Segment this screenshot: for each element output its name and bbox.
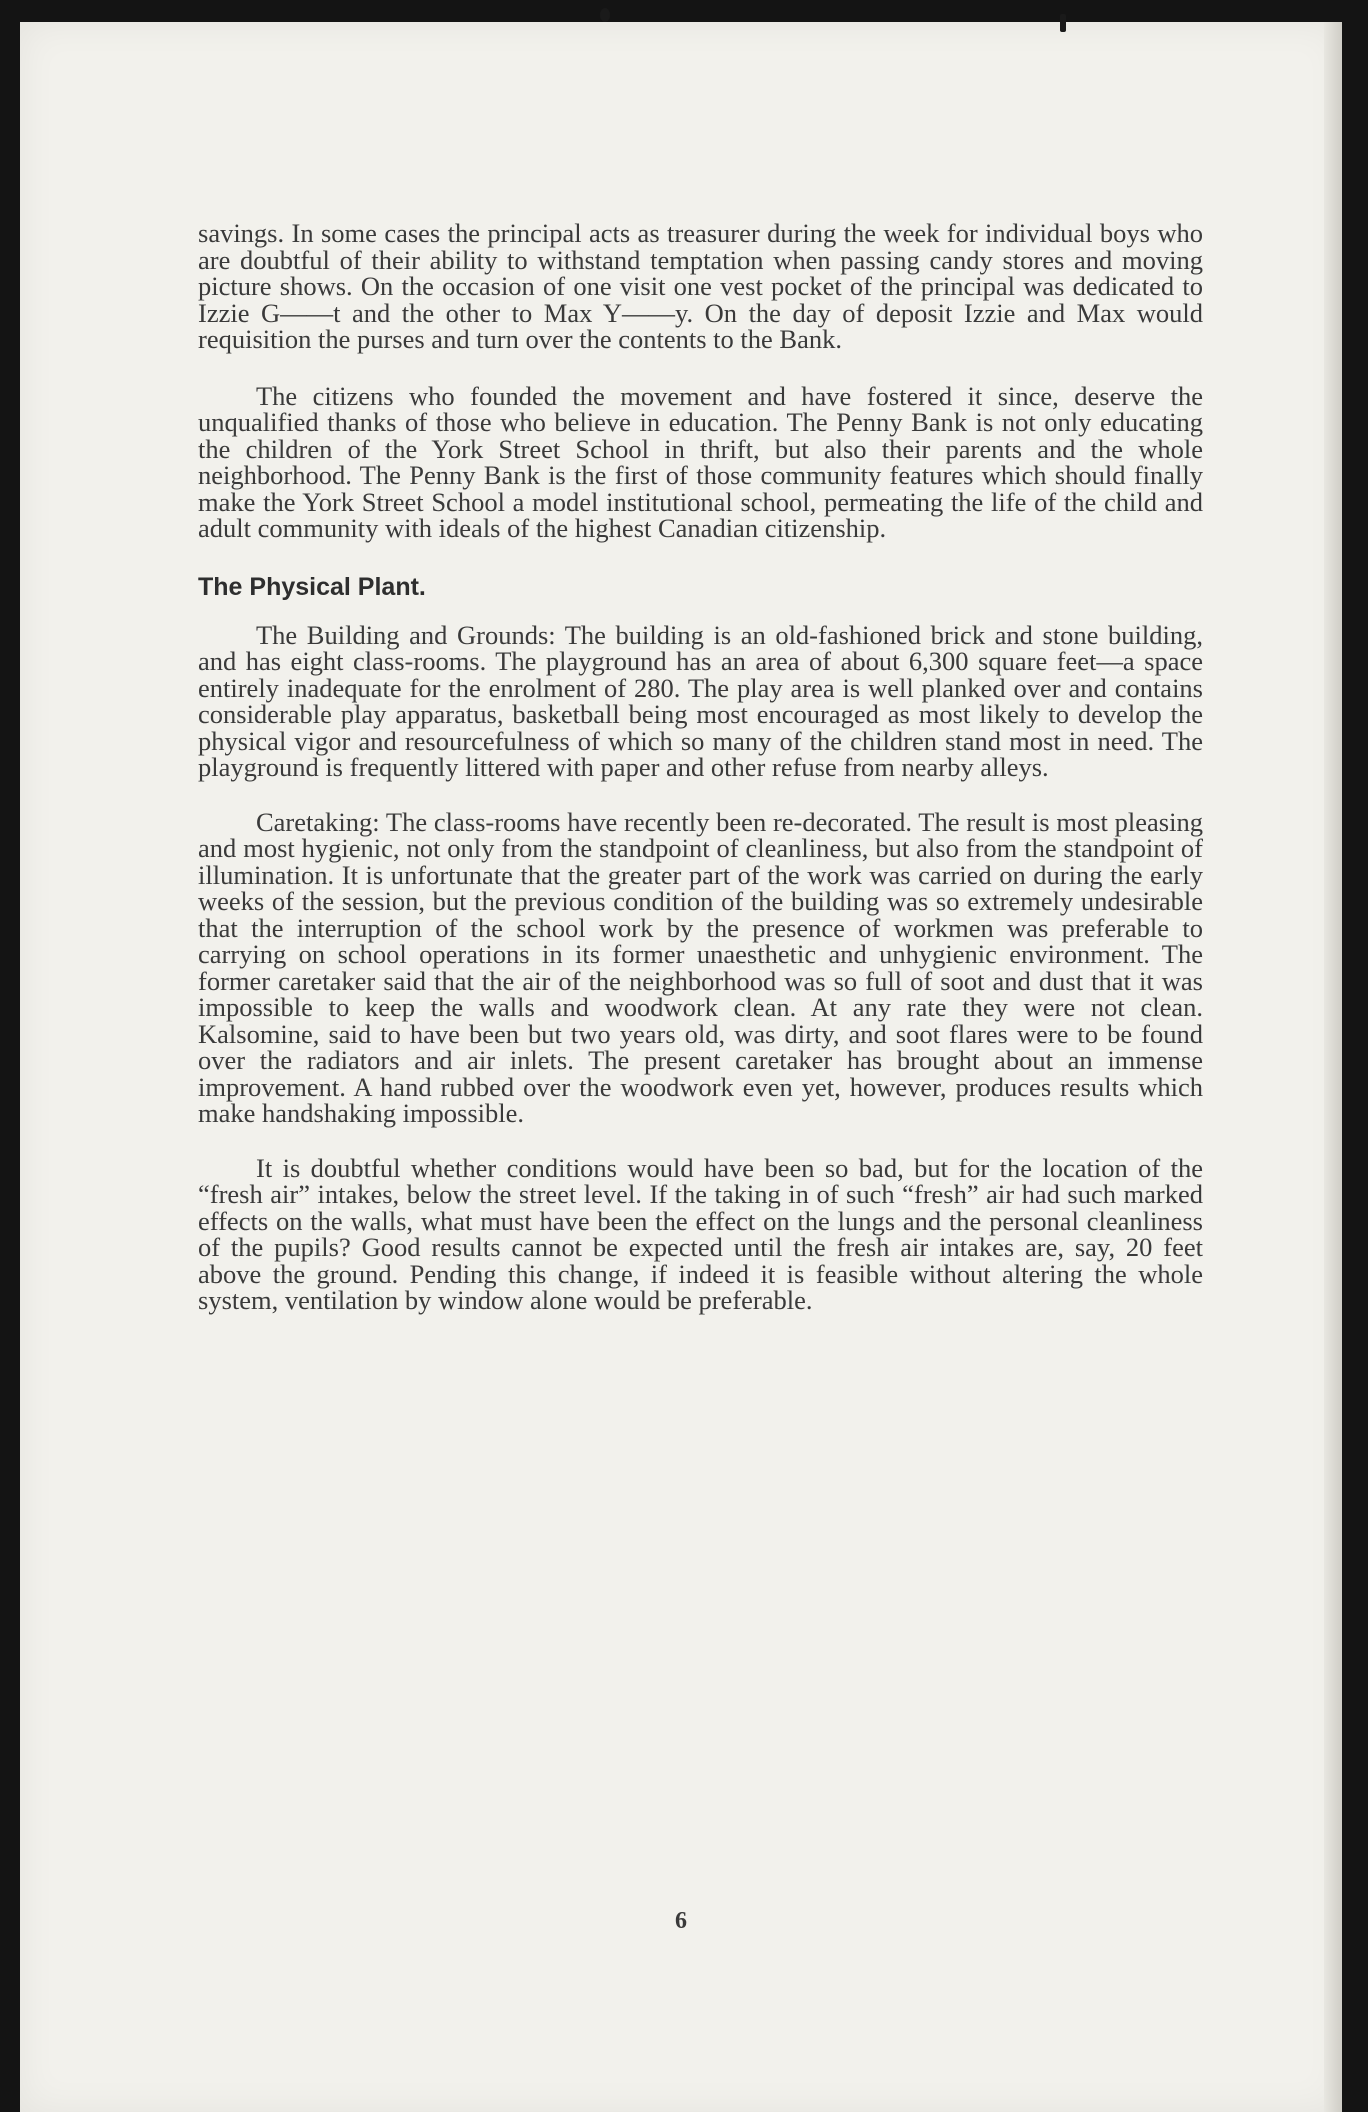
paragraph-building-grounds: The Building and Grounds: The building is an old-fashioned brick and stone building, and has eight class-rooms. The playground has an area of about 6,300 square feet—a space entirely inadequate for the enrolment of 280. The play area is well planked over and contains considerable play apparatus, basketball being most encouraged as most likely to develop the physical vigor and resourcefulness of which so many of the children stand most in need. The playground is frequently littered with paper and other refuse from nearby alleys.: [198, 619, 1203, 782]
paragraph-caretaking: Caretaking: The class-rooms have recently been re-decorated. The result is most pleasing and most hygienic, not only from the standpoint of cleanliness, but also from the standpoint of illumination. It is unfortunate that the greater part of the work was carried on during the early weeks of the session, but the previous condition of the building was so extremely undesirable that the interruption of the school work by the presence of workmen was preferable to carrying on school operations in its former unaesthetic and unhygienic environment. The former caretaker said that the air of the neighborhood was so full of soot and dust that it was impossible to keep the walls and woodwork clean. At any rate they were not clean. Kalsomine, said to have been but two years old, was dirty, and soot flares were to be found over the radiators and air inlets. The present caretaker has brought about an immense improvement. A hand rubbed over the woodwork even yet, however, produces results which make handshaking impossible.: [198, 806, 1203, 1128]
scan-speck: [1060, 14, 1066, 32]
section-heading: The Physical Plant.: [198, 572, 426, 601]
paragraph-fresh-air: It is doubtful whether conditions would have been so bad, but for the location of the “fresh air” intakes, below the street level. If the taking in of such “fresh” air had such marked effects on the walls, what must have been the effect on the lungs and the personal cleanliness of the pupils? Good results cannot be expected until the fresh air intakes are, say, 20 feet above the ground. Pending this change, if indeed it is feasible without altering the whole system, ventilation by window alone would be preferable.: [198, 1152, 1203, 1315]
document-page: [20, 22, 1342, 2112]
page-edge-shadow: [1324, 22, 1342, 2112]
paragraph-citizens: The citizens who founded the movement and have fostered it since, deserve the unqualified thanks of those who believe in education. The Penny Bank is not only educating the children of the York Street School in thrift, but also their parents and the whole neighborhood. The Penny Bank is the first of those community features which should finally make the York Street School a model institutional school, permeating the life of the child and adult community with ideals of the highest Canadian citizenship.: [198, 380, 1203, 543]
scan-speck: [600, 8, 610, 22]
paragraph-savings: savings. In some cases the principal acts as treasurer during the week for individual boys who are doubtful of their ability to withstand temptation when passing candy stores and moving picture shows. On the occasion of one visit one vest pocket of the principal was dedicated to Izzie G——t and the other to Max Y——y. On the day of deposit Izzie and Max would requisition the purses and turn over the contents to the Bank.: [198, 218, 1203, 354]
body-text: [198, 220, 1203, 1344]
page-number: 6: [675, 1908, 687, 1934]
